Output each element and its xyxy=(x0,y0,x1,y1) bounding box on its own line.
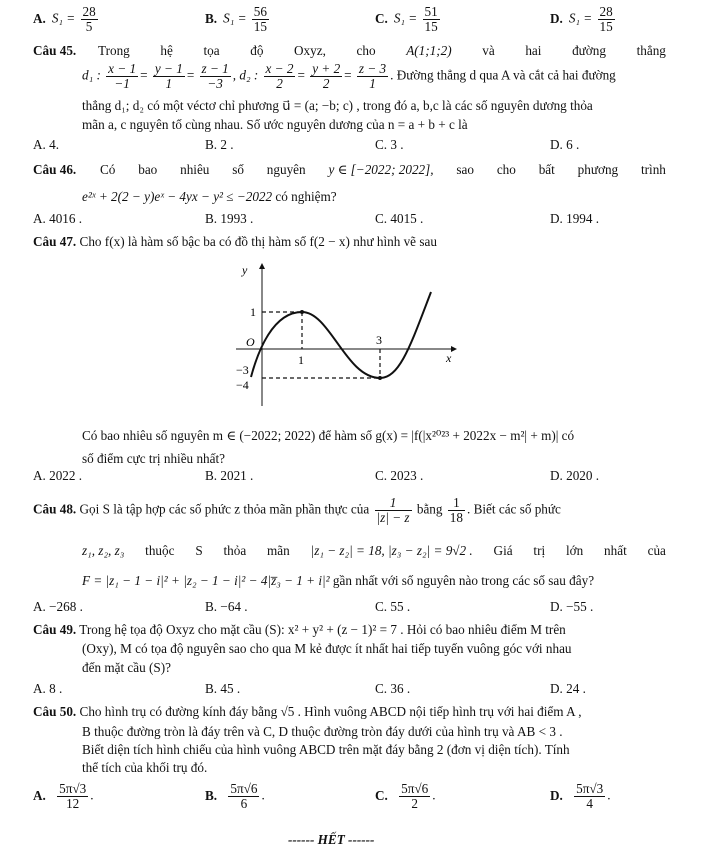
q47-option-c: C. 2023 . xyxy=(375,468,424,483)
function-graph xyxy=(228,256,460,408)
q44-option-d: D. S₁ = $\frac{28}{15}$ xyxy=(550,4,613,34)
q45-line3: thẳng d₁; d₂ có một véctơ chỉ phương u⃗ = (a; −b; c) , trong đó a, b,c là các số nguyên dương thỏa xyxy=(82,98,593,113)
q45-label: Câu 45. xyxy=(33,43,77,58)
q49-option-c: C. 36 . xyxy=(375,681,411,696)
q45-line1: Trong hệ tọa độ Oxyz, cho A(1;1;2) và hai đường thẳng xyxy=(98,43,666,58)
q50-line2: B thuộc đường tròn là đáy trên và C, D thuộc đường tròn đáy dưới của hình trụ và AB < 3 . xyxy=(82,724,563,739)
q47-question-line1: Có bao nhiêu số nguyên m ∈ (−2022; 2022) để hàm số g(x) = |f(|x²⁰²³ + 2022x − m²| + m)| có xyxy=(82,428,575,443)
q47-option-a: A. 2022 . xyxy=(33,468,83,483)
label-x-one: 1 xyxy=(298,353,304,367)
q50-line4: thể tích của khối trụ đó. xyxy=(82,760,208,775)
q48-line1: Câu 48. Gọi S là tập hợp các số phức z thỏa mãn phần thực của $\frac{1}{|z| - z}$ bằng $\frac{1}{18}$ . Biết các số phức xyxy=(33,495,561,525)
q48-option-a: A. −268 . xyxy=(33,599,83,614)
label-y-one: 1 xyxy=(250,305,256,319)
q49-option-b: B. 45 . xyxy=(205,681,241,696)
q45-option-a: A. 4. xyxy=(33,137,60,152)
q46-option-d: D. 1994 . xyxy=(550,211,600,226)
q47-option-d: D. 2020 . xyxy=(550,468,600,483)
q46-line2: e²ˣ + 2(2 − y)eˣ − 4yx − y² ≤ −2022 có nghiệm? xyxy=(82,189,337,204)
q48-option-b: B. −64 . xyxy=(205,599,248,614)
q50-option-a: A. $\frac{5\pi√3}{12}$ . xyxy=(33,781,94,811)
q44-option-b: B. S₁ = $\frac{56}{15}$ xyxy=(205,4,267,34)
cubic-curve xyxy=(251,292,431,378)
q46-option-b: B. 1993 . xyxy=(205,211,254,226)
q49-line3: đến mặt cầu (S)? xyxy=(82,660,171,675)
end-marker: ------ HẾT ------ xyxy=(288,832,375,847)
q46-option-a: A. 4016 . xyxy=(33,211,83,226)
q46-option-c: C. 4015 . xyxy=(375,211,424,226)
q45-line2: d₁ : $\frac{x - 1}{-1}$ = $\frac{y - 1}{1}$ = $\frac{z - 1}{-3}$ , d₂ : $\frac{x - 2}{2}$ = $\frac{y + 2}{2}$ = $\frac{z - 3}{1}$ . Đường thẳng d qua A và cắt cả hai đường xyxy=(82,61,616,91)
q48-line2: z₁, z₂, z₃ thuộc S thỏa mãn |z₁ − z₂| = 18, |z₃ − z₂| = 9√2 . Giá trị lớn nhất của xyxy=(82,543,666,558)
q47-question-line2: số điểm cực trị nhiều nhất? xyxy=(82,451,226,466)
q49-option-d: D. 24 . xyxy=(550,681,586,696)
q44-option-c: C. S₁ = $\frac{51}{15}$ xyxy=(375,4,438,34)
q48-option-d: D. −55 . xyxy=(550,599,594,614)
q46-label: Câu 46. xyxy=(33,162,77,177)
q50-option-b: B. $\frac{5\pi√6}{6}$ . xyxy=(205,781,265,811)
label-y: y xyxy=(242,263,248,277)
q50-option-c: C. $\frac{5\pi√6}{2}$ . xyxy=(375,781,436,811)
q49-line1: Câu 49. Trong hệ tọa độ Oxyz cho mặt cầu (S): x² + y² + (z − 1)² = 7 . Hỏi có bao nhiêu điểm M trên xyxy=(33,622,566,637)
label-neg-four: −4 xyxy=(236,378,249,392)
q45-line4: mãn a, c nguyên tố cùng nhau. Số ước nguyên dương của n = a + b + c là xyxy=(82,117,468,132)
q49-line2: (Oxy), M có tọa độ nguyên sao cho qua M kẻ được ít nhất hai tiếp tuyến vuông góc với nhau xyxy=(82,641,572,656)
label-x-three: 3 xyxy=(376,333,382,347)
q50-line3: Biết diện tích hình chiếu của hình vuông ABCD trên mặt đáy bằng 2 (đơn vị diện tích). Tính xyxy=(82,742,570,757)
q44-option-a: A. S₁ = $\frac{28}{5}$ xyxy=(33,4,96,34)
label-x: x xyxy=(446,351,452,365)
point-min xyxy=(378,376,382,380)
label-neg-three: −3 xyxy=(236,363,249,377)
q48-option-c: C. 55 . xyxy=(375,599,411,614)
q45-option-d: D. 6 . xyxy=(550,137,580,152)
q50-line1: Câu 50. Cho hình trụ có đường kính đáy bằng √5 . Hình vuông ABCD nội tiếp hình trụ với hai điểm A , xyxy=(33,704,582,719)
q47-intro: Câu 47. Cho f(x) là hàm số bậc ba có đồ thị hàm số f(2 − x) như hình vẽ sau xyxy=(33,234,437,249)
q47-option-b: B. 2021 . xyxy=(205,468,254,483)
q45-option-c: C. 3 . xyxy=(375,137,404,152)
label-origin: O xyxy=(246,335,255,349)
q46-line1: Có bao nhiêu số nguyên y ∈ [−2022; 2022], sao cho bất phương trình xyxy=(100,162,666,177)
q48-line3: F = |z₁ − 1 − i|² + |z₂ − 1 − i|² − 4|z̅₃ − 1 + i|² gần nhất với số nguyên nào trong các số sau đây? xyxy=(82,573,595,588)
q49-option-a: A. 8 . xyxy=(33,681,63,696)
q50-option-d: D. $\frac{5\pi√3}{4}$ . xyxy=(550,781,611,811)
point-max xyxy=(300,310,304,314)
q45-option-b: B. 2 . xyxy=(205,137,234,152)
